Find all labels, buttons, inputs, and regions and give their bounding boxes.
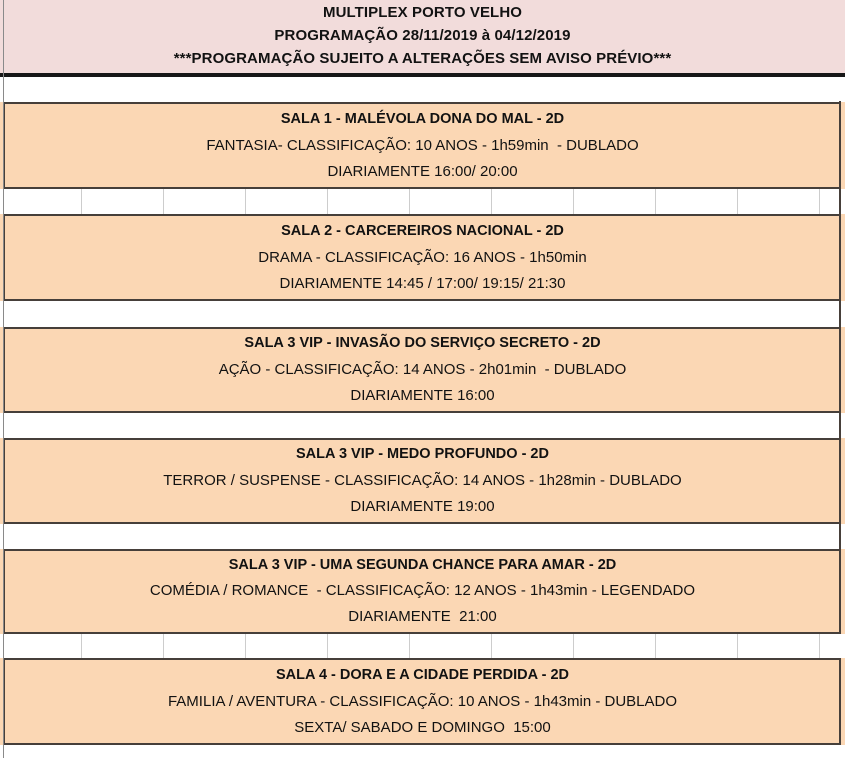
session-info: DRAMA - CLASSIFICAÇÃO: 16 ANOS - 1h50min	[258, 248, 587, 266]
session-times: DIARIAMENTE 16:00/ 20:00	[327, 162, 518, 180]
spacer-row	[0, 77, 845, 102]
sheet-left-gridline	[3, 0, 4, 758]
spacer-row	[0, 745, 845, 758]
session-block-sala3-vip-1	[0, 327, 845, 413]
session-info: AÇÃO - CLASSIFICAÇÃO: 14 ANOS - 2h01min - DUBLADO	[218, 360, 627, 378]
session-title: SALA 1 - MALÉVOLA DONA DO MAL - 2D	[280, 110, 565, 127]
session-title: SALA 3 VIP - MEDO PROFUNDO - 2D	[296, 446, 549, 463]
spacer-row	[0, 301, 845, 327]
spacer-row	[0, 524, 845, 549]
session-title: SALA 3 VIP - INVASÃO DO SERVIÇO SECRETO - 2D	[244, 335, 601, 352]
spacer-row	[0, 413, 845, 438]
session-times: DIARIAMENTE 19:00	[350, 497, 495, 515]
session-info: FAMILIA / AVENTURA - CLASSIFICAÇÃO: 10 ANOS - 1h43min - DUBLADO	[167, 692, 678, 710]
session-info: TERROR / SUSPENSE - CLASSIFICAÇÃO: 14 ANOS - 1h28min - DUBLADO	[163, 471, 682, 489]
schedule-disclaimer: ***PROGRAMAÇÃO SUJEITO A ALTERAÇÕES SEM AVISO PRÉVIO***	[173, 49, 672, 67]
session-title: SALA 3 VIP - UMA SEGUNDA CHANCE PARA AMAR - 2D	[228, 557, 617, 574]
session-block-sala1	[0, 102, 845, 189]
session-times: DIARIAMENTE 21:00	[348, 607, 497, 625]
header-band	[0, 0, 845, 73]
session-block-sala3-vip-3	[0, 549, 845, 634]
session-block-sala3-vip-2	[0, 438, 845, 524]
session-info: COMÉDIA / ROMANCE - CLASSIFICAÇÃO: 12 ANOS - 1h43min - LEGENDADO	[149, 582, 696, 600]
schedule-date-range: PROGRAMAÇÃO 28/11/2019 à 04/12/2019	[274, 26, 571, 44]
spacer-row-gridlines	[0, 634, 845, 658]
session-times: DIARIAMENTE 14:45 / 17:00/ 19:15/ 21:30	[279, 274, 566, 292]
session-title: SALA 2 - CARCEREIROS NACIONAL - 2D	[281, 222, 564, 239]
venue-title: MULTIPLEX PORTO VELHO	[322, 4, 523, 22]
session-times: DIARIAMENTE 16:00	[350, 386, 495, 404]
session-info: FANTASIA- CLASSIFICAÇÃO: 10 ANOS - 1h59min - DUBLADO	[206, 136, 639, 154]
session-title: SALA 4 - DORA E A CIDADE PERDIDA - 2D	[276, 666, 569, 683]
session-block-sala4	[0, 658, 845, 745]
table-right-border	[839, 101, 841, 634]
session-block-sala2	[0, 214, 845, 301]
session-times: SEXTA/ SABADO E DOMINGO 15:00	[294, 718, 551, 736]
spacer-row-gridlines	[0, 189, 845, 214]
